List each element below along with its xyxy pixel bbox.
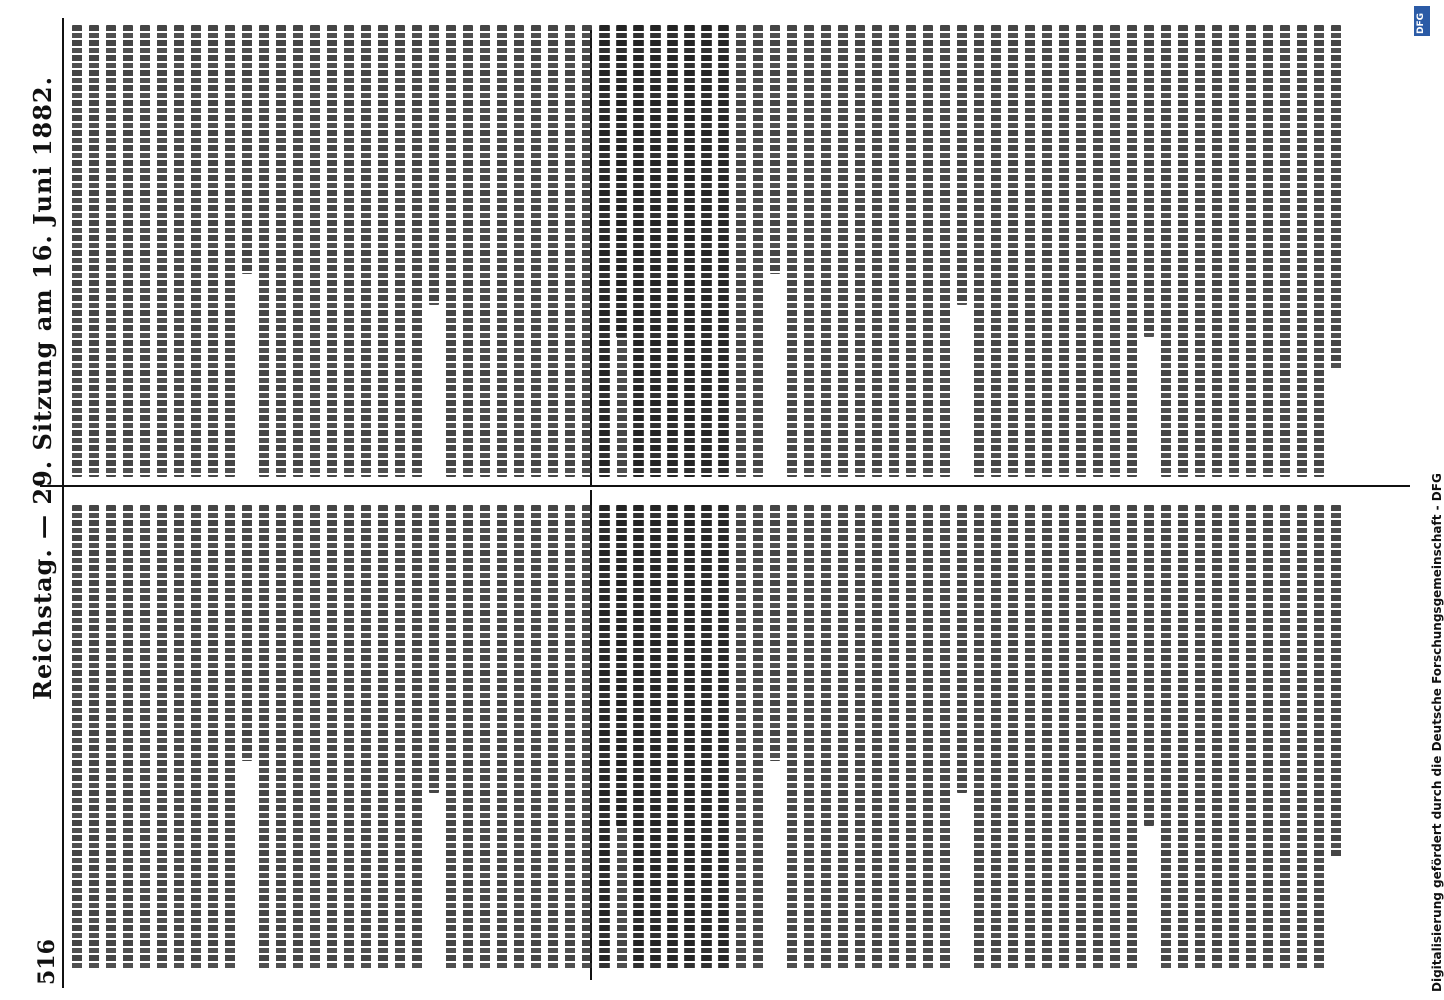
text-line xyxy=(1331,505,1341,858)
text-line xyxy=(293,25,303,477)
text-line xyxy=(225,25,235,477)
text-line xyxy=(123,25,133,477)
center-fold-rule xyxy=(40,485,1410,487)
text-line xyxy=(1110,505,1120,970)
text-line xyxy=(923,25,933,477)
text-line xyxy=(1263,505,1273,970)
text-line xyxy=(89,25,99,477)
text-line xyxy=(702,505,712,970)
text-line xyxy=(1246,25,1256,477)
text-line xyxy=(1229,505,1239,970)
digitization-credit: Digitalisierung gefördert durch die Deutsche Forschungsgemeinschaft - DFG xyxy=(1430,473,1444,992)
text-line xyxy=(753,25,763,477)
text-line xyxy=(991,505,1001,970)
text-line xyxy=(889,505,899,970)
text-line xyxy=(1110,25,1120,477)
page-header: Reichstag. — 29. Sitzung am 16. Juni 1882. xyxy=(28,76,57,700)
text-line xyxy=(412,505,422,970)
text-line xyxy=(957,505,967,793)
text-line xyxy=(1280,25,1290,477)
text-line xyxy=(634,25,644,477)
text-line xyxy=(327,25,337,477)
text-line xyxy=(600,25,610,477)
text-line xyxy=(429,505,439,793)
text-line xyxy=(446,25,456,477)
text-line xyxy=(974,25,984,477)
text-line xyxy=(1008,25,1018,477)
dfg-logo-label: DFG xyxy=(1416,12,1426,34)
text-line xyxy=(140,505,150,970)
text-line xyxy=(1161,505,1171,970)
text-line xyxy=(531,505,541,970)
text-line xyxy=(668,505,678,970)
text-line xyxy=(1093,505,1103,970)
text-line xyxy=(753,505,763,970)
text-line xyxy=(514,505,524,970)
text-line xyxy=(327,505,337,970)
text-line xyxy=(276,25,286,477)
text-line xyxy=(1195,505,1205,970)
text-line xyxy=(548,505,558,970)
text-line xyxy=(685,25,695,477)
text-line xyxy=(225,505,235,970)
text-line xyxy=(446,505,456,970)
text-line xyxy=(719,25,729,477)
text-line xyxy=(889,25,899,477)
text-line xyxy=(906,25,916,477)
text-line xyxy=(923,505,933,970)
text-line xyxy=(1246,505,1256,970)
text-line xyxy=(1127,25,1137,477)
text-line xyxy=(855,505,865,970)
text-line xyxy=(208,505,218,970)
text-line xyxy=(259,505,269,970)
text-line xyxy=(1144,25,1154,337)
text-line xyxy=(1008,505,1018,970)
text-line xyxy=(1059,25,1069,477)
text-line xyxy=(838,25,848,477)
text-line xyxy=(242,505,252,761)
text-line xyxy=(1263,25,1273,477)
text-line xyxy=(872,25,882,477)
text-line xyxy=(940,505,950,970)
text-line xyxy=(634,505,644,970)
text-line xyxy=(565,505,575,970)
header-rule xyxy=(62,18,64,988)
text-line xyxy=(378,505,388,970)
text-line xyxy=(770,505,780,761)
text-line xyxy=(293,505,303,970)
text-line xyxy=(395,25,405,477)
text-line xyxy=(872,505,882,970)
text-line xyxy=(685,505,695,970)
text-line xyxy=(344,25,354,477)
text-line xyxy=(1025,25,1035,477)
text-line xyxy=(1212,25,1222,477)
text-line xyxy=(770,25,780,274)
text-line xyxy=(276,505,286,970)
text-line xyxy=(838,505,848,970)
text-line xyxy=(906,505,916,970)
dfg-logo xyxy=(1414,6,1430,36)
text-line xyxy=(497,505,507,970)
text-line xyxy=(651,505,661,970)
text-line xyxy=(600,505,610,970)
text-line xyxy=(1314,25,1324,477)
text-line xyxy=(1161,25,1171,477)
text-line xyxy=(582,505,592,970)
text-line xyxy=(1178,25,1188,477)
text-line xyxy=(787,505,797,970)
text-line xyxy=(1212,505,1222,970)
text-line xyxy=(497,25,507,477)
text-line xyxy=(1025,505,1035,970)
text-line xyxy=(668,25,678,477)
text-line xyxy=(719,505,729,970)
text-line xyxy=(157,505,167,970)
text-line xyxy=(531,25,541,477)
text-line xyxy=(736,505,746,970)
text-line xyxy=(548,25,558,477)
text-line xyxy=(1178,505,1188,970)
text-line xyxy=(242,25,252,274)
text-line xyxy=(804,505,814,970)
text-line xyxy=(1314,505,1324,970)
text-line xyxy=(1297,25,1307,477)
text-line xyxy=(991,25,1001,477)
text-line xyxy=(1042,505,1052,970)
text-line xyxy=(89,505,99,970)
text-line xyxy=(821,25,831,477)
text-line xyxy=(514,25,524,477)
text-line xyxy=(123,505,133,970)
text-line xyxy=(1076,25,1086,477)
text-line xyxy=(344,505,354,970)
text-line xyxy=(804,25,814,477)
text-line xyxy=(1059,505,1069,970)
text-line xyxy=(310,25,320,477)
text-line xyxy=(157,25,167,477)
text-line xyxy=(395,505,405,970)
text-line xyxy=(1144,505,1154,826)
text-line xyxy=(480,505,490,970)
text-line xyxy=(736,25,746,477)
text-line xyxy=(957,25,967,305)
text-line xyxy=(106,25,116,477)
text-line xyxy=(140,25,150,477)
text-line xyxy=(617,505,627,970)
text-line xyxy=(361,505,371,970)
text-line xyxy=(821,505,831,970)
text-line xyxy=(702,25,712,477)
text-line xyxy=(463,25,473,477)
text-line xyxy=(361,25,371,477)
text-line xyxy=(787,25,797,477)
text-line xyxy=(463,505,473,970)
text-line xyxy=(174,25,184,477)
text-line xyxy=(259,25,269,477)
text-line xyxy=(1297,505,1307,970)
text-line xyxy=(412,25,422,477)
text-line xyxy=(1280,505,1290,970)
text-line xyxy=(208,25,218,477)
text-line xyxy=(1042,25,1052,477)
text-line xyxy=(480,25,490,477)
text-line xyxy=(72,25,82,477)
text-column-lower-right xyxy=(600,25,1341,477)
text-line xyxy=(1076,505,1086,970)
text-line xyxy=(582,25,592,477)
text-line xyxy=(1331,25,1341,369)
text-line xyxy=(974,505,984,970)
text-line xyxy=(1127,505,1137,970)
page-number: 516 xyxy=(34,939,60,985)
text-line xyxy=(310,505,320,970)
text-column-upper-right xyxy=(600,505,1341,970)
text-line xyxy=(651,25,661,477)
text-line xyxy=(72,505,82,970)
text-line xyxy=(617,25,627,477)
text-line xyxy=(429,25,439,305)
text-line xyxy=(378,25,388,477)
text-line xyxy=(1229,25,1239,477)
text-line xyxy=(1093,25,1103,477)
text-line xyxy=(855,25,865,477)
text-line xyxy=(565,25,575,477)
text-line xyxy=(191,25,201,477)
text-line xyxy=(940,25,950,477)
text-line xyxy=(106,505,116,970)
text-line xyxy=(191,505,201,970)
text-line xyxy=(1195,25,1205,477)
text-line xyxy=(174,505,184,970)
